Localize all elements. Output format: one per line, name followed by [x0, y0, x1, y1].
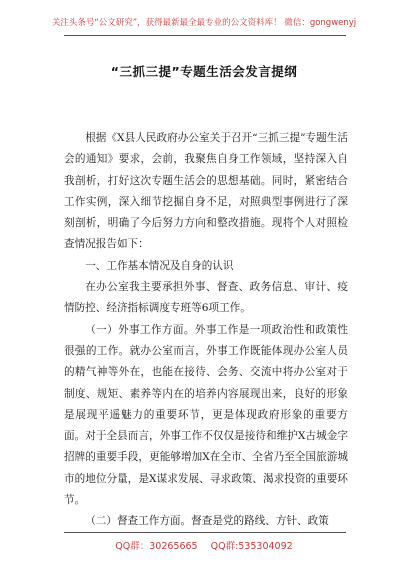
body-paragraph: 在办公室我主要承担外事、督查、政务信息、审计、疫情防控、经济指标调度专班等6项工作。: [64, 281, 348, 315]
footer-divider: [64, 532, 346, 533]
header-divider: [64, 35, 346, 36]
intro-paragraph: 根据《X县人民政府办公室关于召开“三抓三提”专题生活会的通知》要求，会前，我聚焦自身工作领域，坚持深入自我剖析，打好这次专题生活会的思想基础。同时，紧密结合工作实例，深入细节挖掘自身不足，对照典型事例进行了深刻剖析，明确了今后努力方向和整改措施。现将个人对照检查情况报告如下：: [64, 132, 348, 251]
body-paragraph: （一）外事工作方面。外事工作是一项政治性和政策性很强的工作。就办公室而言，外事工作既能体现办公室人员的精气神等外在，也能在接待、会务、交流中将办公室对于制度、规矩、素养等内在的培养内容展现出来，良好的形象是展现平遥魅力的重要环节，更是体现政府形象的重要方面。对于全县而言，外事工作不仅仅是接待和维护X古城金字招牌的重要手段，更能够增加X在全市、全省乃至全国旅游城市的地位分量，是X谋求发展、寻求政策、渴求投资的重要环节。: [64, 323, 348, 507]
footer-qq-group-2: QQ群:535304092: [210, 541, 293, 552]
footer-qq-group-1: QQ群：30265665: [115, 541, 198, 552]
section-heading: 一、工作基本情况及自身的认识: [85, 259, 234, 272]
body-paragraph: （二）督查工作方面。督查是党的路线、方针、政策: [85, 515, 329, 528]
header-notice: 关注头条号“公文研究”，获得最新最全最专业的公文资料库！ 微信：gongwenyj: [51, 18, 357, 28]
document-title: “三抓三提”专题生活会发言提纲: [110, 64, 298, 79]
footer: [0, 538, 408, 552]
document-body: [64, 128, 348, 533]
